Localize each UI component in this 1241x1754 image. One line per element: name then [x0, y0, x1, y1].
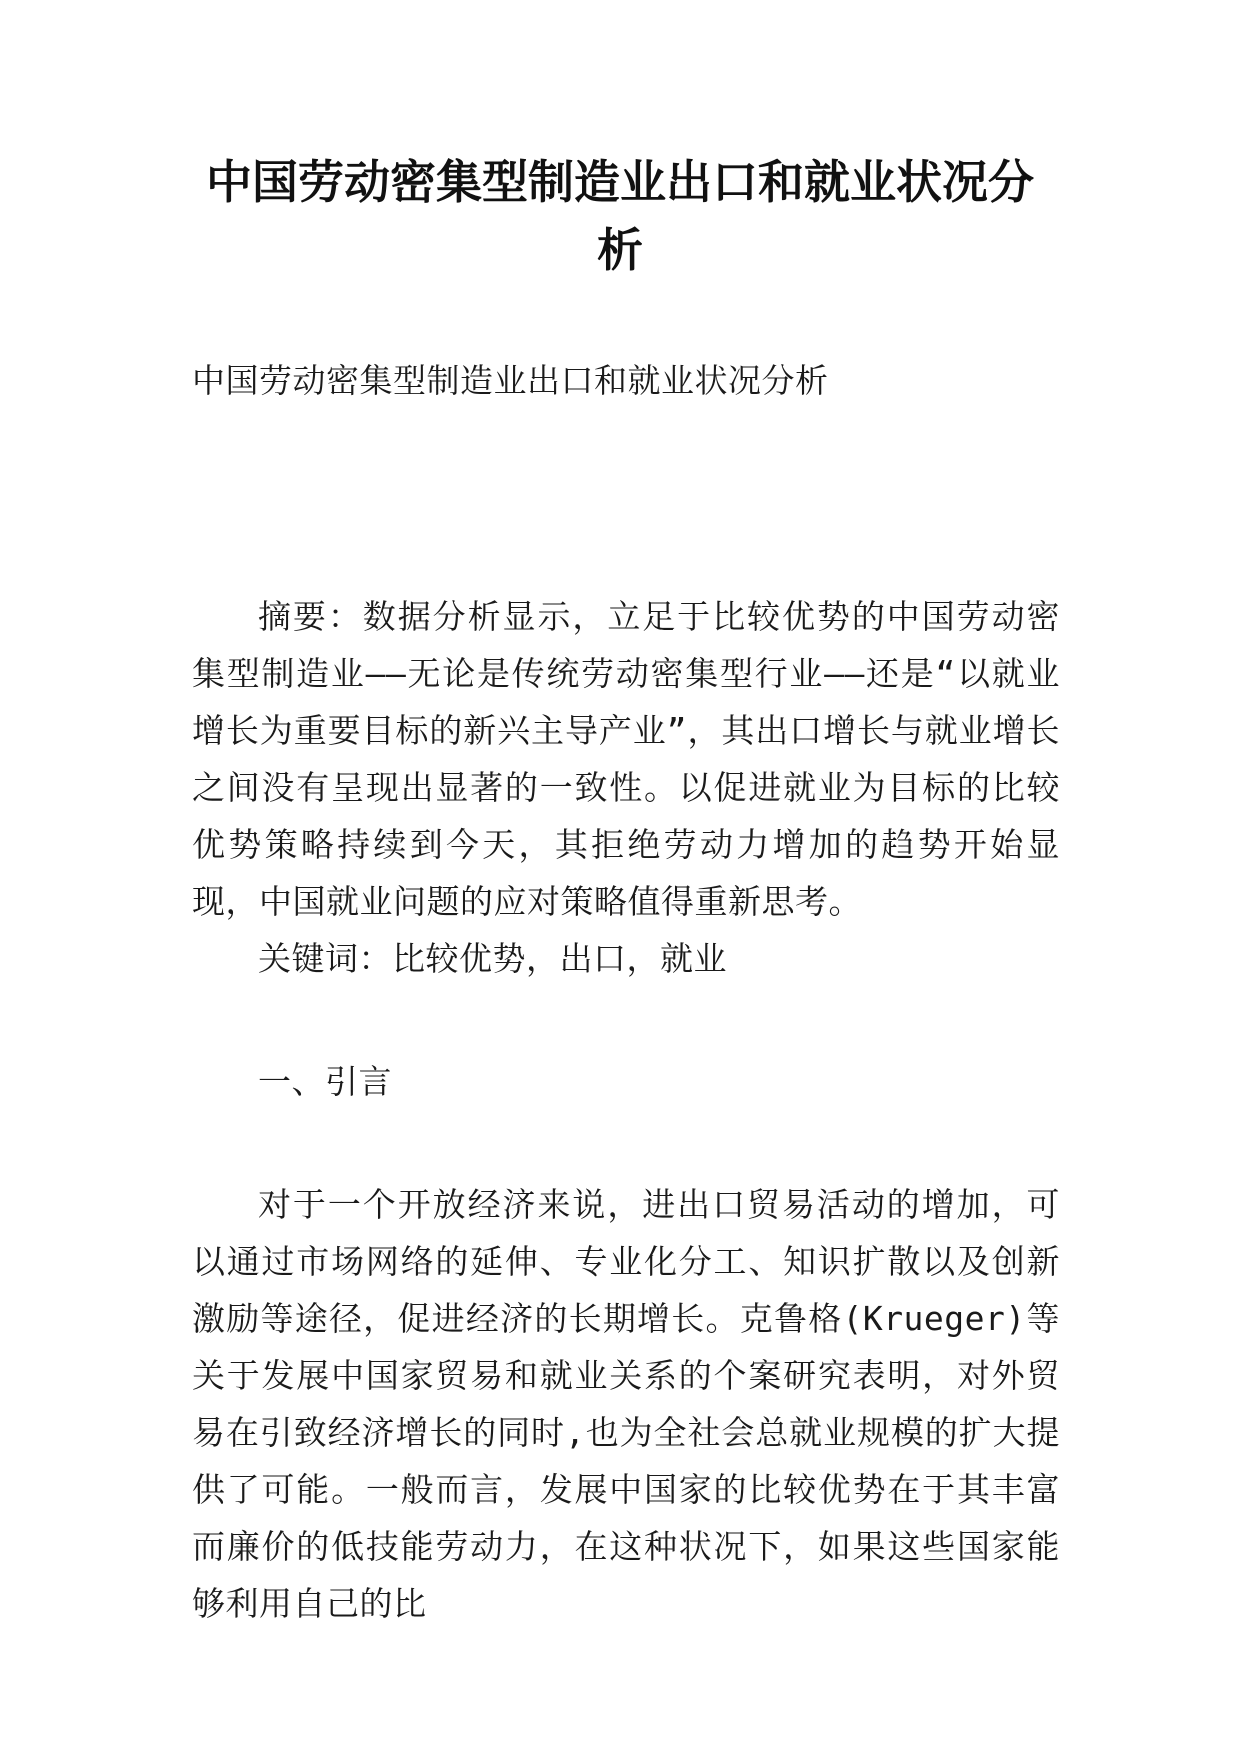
document-title: 中国劳动密集型制造业出口和就业状况分析 [206, 155, 1034, 277]
abstract-paragraph: 摘要：数据分析显示，立足于比较优势的中国劳动密集型制造业——无论是传统劳动密集型行业——还是“以就业增长为重要目标的新兴主导产业”，其出口增长与就业增长之间没有呈现出显著的一致性。以促进就业为目标的比较优势策略持续到今天，其拒绝劳动力增加的趋势开始显现，中国就业问题的应对策略值得重新思考。 [192, 597, 1060, 921]
intro-paragraph: 对于一个开放经济来说，进出口贸易活动的增加，可以通过市场网络的延伸、专业化分工、知识扩散以及创新激励等途径，促进经济的长期增长。克鲁格(Krueger)等关于发展中国家贸易和就业关系的个案研究表明，对外贸易在引致经济增长的同时,也为全社会总就业规模的扩大提供了可能。一般而言，发展中国家的比较优势在于其丰富而廉价的低技能劳动力，在这种状况下，如果这些国家能够利用自己的比 [192, 1185, 1060, 1623]
keywords-line: 关键词：比较优势，出口，就业 [258, 939, 727, 978]
section-heading: 一、引言 [258, 1062, 392, 1101]
document-subtitle: 中国劳动密集型制造业出口和就业状况分析 [192, 361, 829, 400]
